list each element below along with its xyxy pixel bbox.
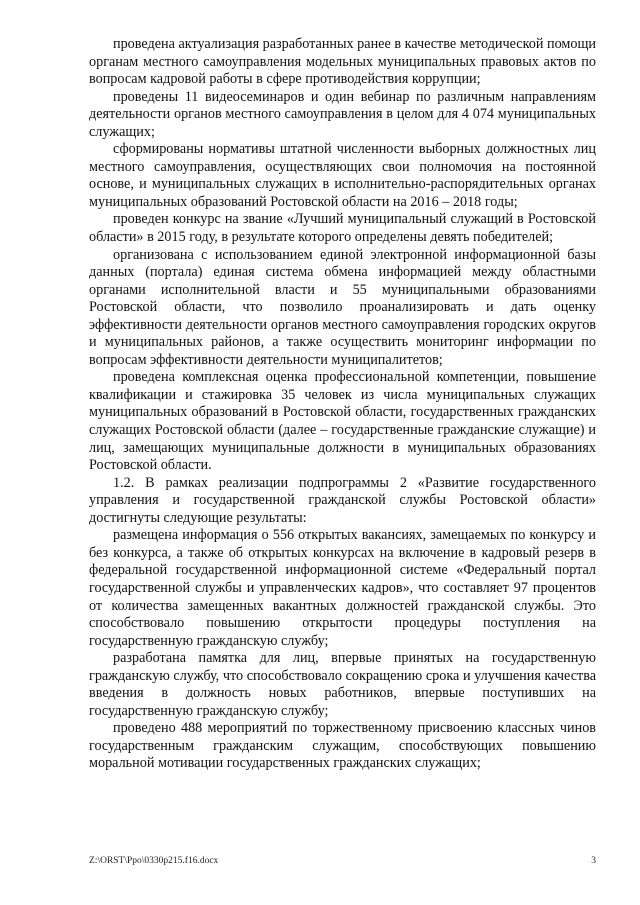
paragraph-1: проведена актуализация разработанных ранее в качестве методической помощи органам местного самоуправления модельных муниципальных правовых актов по вопросам кадровой работы в сфере противодействия коррупции;	[89, 36, 596, 88]
paragraph-4: проведен конкурс на звание «Лучший муниципальный служащий в Ростовской области» в 2015 году, в результате которого определены девять победителей;	[89, 211, 596, 246]
footer-file-path: Z:\ORST\Ppo\0330p215.f16.docx	[89, 856, 219, 866]
paragraph-8: размещена информация о 556 открытых вакансиях, замещаемых по конкурсу и без конкурса, а также об открытых конкурсах на включение в кадровый резерв в федеральной государственной информационной системе «Федеральный портал государственной службы и управленческих кадров», что составляет 97 процентов от количества замещенных вакантных должностей гражданской службы. Это способствовало повышению открытости процедуры поступления на государственную гражданскую службу;	[89, 527, 596, 649]
document-body	[89, 36, 596, 773]
paragraph-2: проведены 11 видеосеминаров и один вебинар по различным направлениям деятельности органов местного самоуправления в целом для 4 074 муниципальных служащих;	[89, 88, 596, 140]
paragraph-9: разработана памятка для лиц, впервые принятых на государственную гражданскую службу, что способствовало сокращению срока и улучшения качества введения в должность новых работников, впервые поступивших на государственную гражданскую службу;	[89, 650, 596, 719]
paragraph-7-section-heading: 1.2. В рамках реализации подпрограммы 2 «Развитие государственного управления и государственной гражданской службы Ростовской области» достигнуты следующие результаты:	[89, 474, 596, 526]
paragraph-6: проведена комплексная оценка профессиональной компетенции, повышение квалификации и стажировка 35 человек из числа муниципальных служащих муниципальных образований в Ростовской области, государственных гражданских служащих Ростовской области (далее – государственные гражданские служащие) и лиц, замещающих муниципальные должности в муниципальных образованиях Ростовской области.	[89, 369, 596, 474]
page-number: 3	[591, 856, 596, 866]
paragraph-5: организована с использованием единой электронной информационной базы данных (портала) единая система обмена информацией между областными органами исполнительной власти и 55 муниципальными образованиями Ростовской области, что позволило проанализировать и дать оценку эффективности деятельности органов местного самоуправления городских округов и муниципальных районов, а также осуществить мониторинг информации по вопросам эффективности деятельности муниципалитетов;	[89, 246, 596, 368]
paragraph-10: проведено 488 мероприятий по торжественному присвоению классных чинов государственным гражданским служащим, способствующих повышению моральной мотивации государственных гражданских служащих;	[89, 720, 596, 772]
paragraph-3: сформированы нормативы штатной численности выборных должностных лиц местного самоуправления, осуществляющих свои полномочия на постоянной основе, и муниципальных служащих в исполнительно-распорядительных органах муниципальных образований Ростовской области на 2016 – 2018 годы;	[89, 141, 596, 210]
